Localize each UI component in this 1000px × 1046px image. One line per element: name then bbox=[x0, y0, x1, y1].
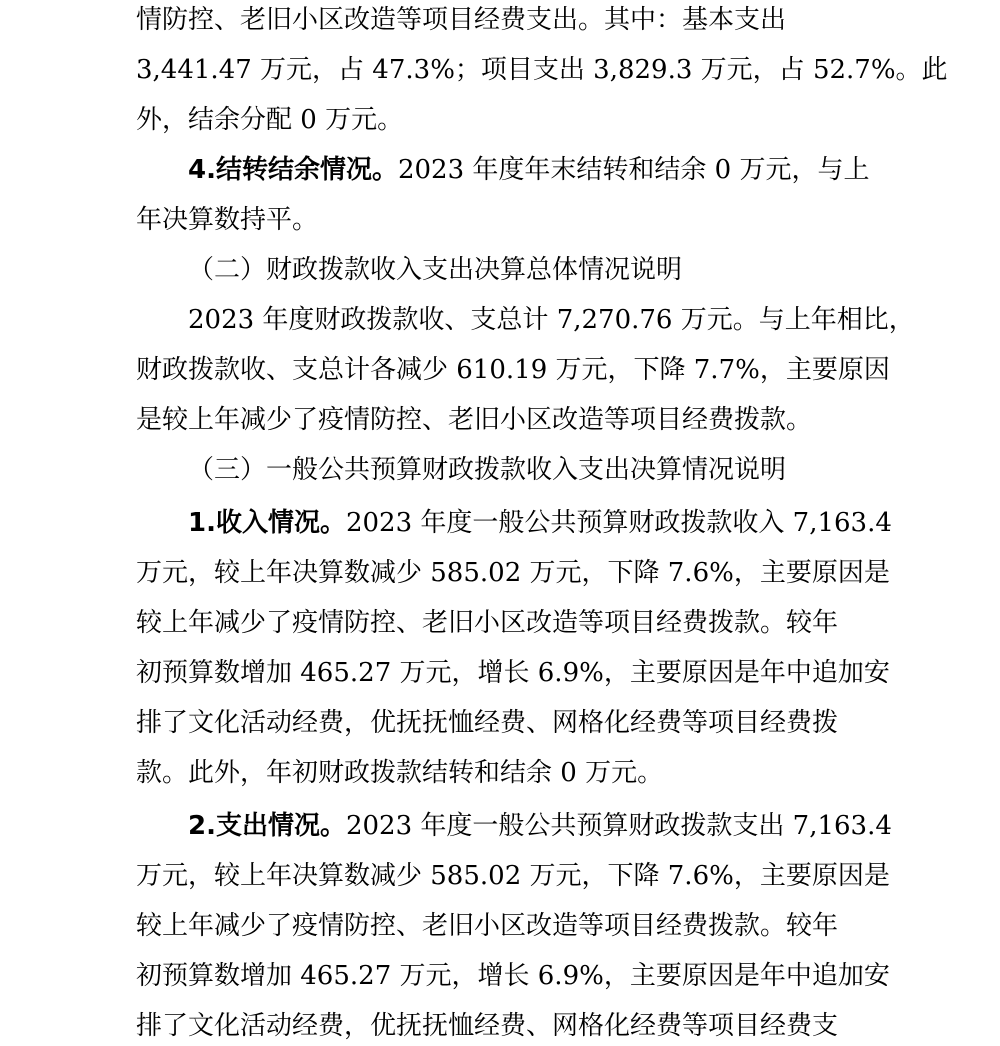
text-line: 初预算数增加 465.27 万元，增长 6.9%，主要原因是年中追加安 bbox=[136, 961, 890, 991]
text-line: 2023 年度财政拨款收、支总计 7,270.76 万元。与上年相比， bbox=[188, 305, 915, 335]
text-line: 情防控、老旧小区改造等项目经费支出。其中：基本支出 bbox=[136, 5, 787, 35]
text-line: 初预算数增加 465.27 万元，增长 6.9%，主要原因是年中追加安 bbox=[136, 658, 890, 688]
text-line: 万元，较上年决算数减少 585.02 万元，下降 7.6%，主要原因是 bbox=[136, 558, 890, 588]
paragraph-text: 2023 年度一般公共预算财政拨款支出 7,163.4 bbox=[345, 811, 892, 841]
text-line: 排了文化活动经费，优抚抚恤经费、网格化经费等项目经费支 bbox=[136, 1011, 839, 1041]
section-heading: （三）一般公共预算财政拨款收入支出决算情况说明 bbox=[188, 455, 787, 485]
paragraph-text: 2023 年度一般公共预算财政拨款收入 7,163.4 bbox=[345, 508, 892, 538]
paragraph-lead: 2.支出情况。 bbox=[188, 811, 346, 841]
text-line: 是较上年减少了疫情防控、老旧小区改造等项目经费拨款。 bbox=[136, 405, 813, 435]
text-line: 年决算数持平。 bbox=[136, 205, 319, 235]
paragraph-expense bbox=[188, 806, 892, 846]
text-line: 财政拨款收、支总计各减少 610.19 万元，下降 7.7%，主要原因 bbox=[136, 355, 890, 385]
section-heading: （二）财政拨款收入支出决算总体情况说明 bbox=[188, 255, 683, 285]
paragraph-income bbox=[188, 503, 892, 543]
text-line: 排了文化活动经费，优抚抚恤经费、网格化经费等项目经费拨 bbox=[136, 708, 839, 738]
text-line: 3,441.47 万元，占 47.3%；项目支出 3,829.3 万元，占 52.7%。此 bbox=[136, 55, 948, 85]
paragraph-lead: 4.结转结余情况。 bbox=[188, 155, 398, 185]
text-line: 外，结余分配 0 万元。 bbox=[136, 105, 404, 135]
text-line: 较上年减少了疫情防控、老旧小区改造等项目经费拨款。较年 bbox=[136, 608, 839, 638]
paragraph-text: 2023 年度年末结转和结余 0 万元，与上 bbox=[397, 155, 870, 185]
text-line: 较上年减少了疫情防控、老旧小区改造等项目经费拨款。较年 bbox=[136, 911, 839, 941]
text-line: 万元，较上年决算数减少 585.02 万元，下降 7.6%，主要原因是 bbox=[136, 861, 890, 891]
text-line: 款。此外，年初财政拨款结转和结余 0 万元。 bbox=[136, 758, 664, 788]
paragraph-lead: 1.收入情况。 bbox=[188, 508, 346, 538]
paragraph-carryover-balance bbox=[188, 150, 869, 190]
